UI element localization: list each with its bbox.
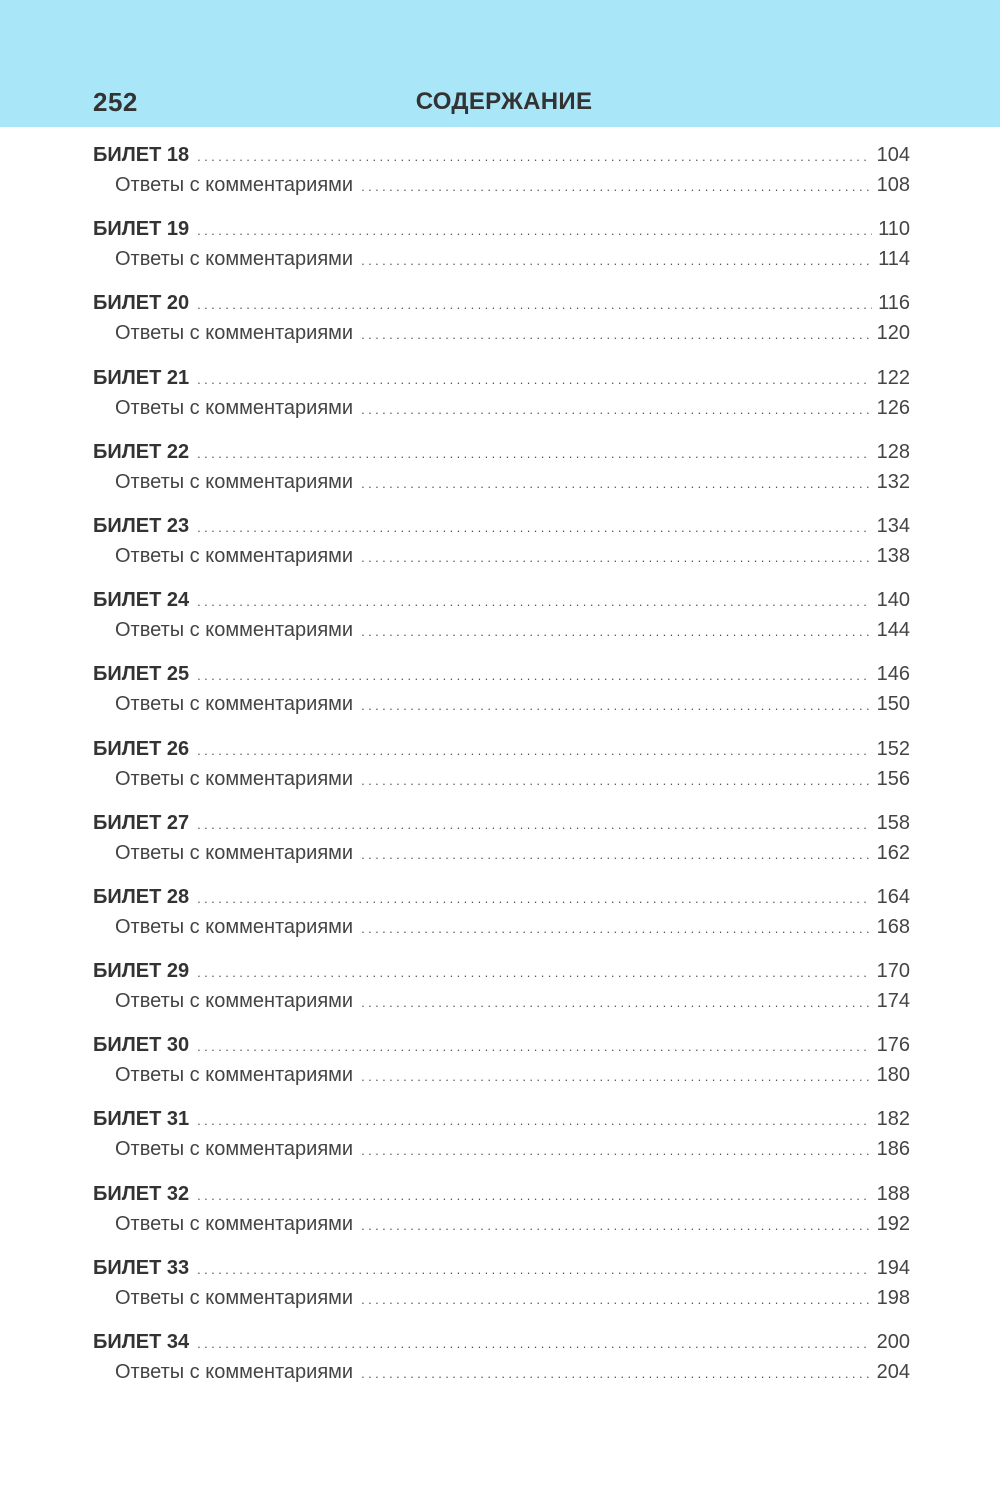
toc-entry-answers-page-number: 156 (876, 767, 910, 790)
toc-entry-answers-page-number: 138 (876, 544, 910, 567)
toc-entry-answers[interactable] (93, 689, 910, 719)
toc-entry-ticket-label: БИЛЕТ 27 (93, 811, 190, 834)
toc-entry-answers[interactable] (93, 764, 910, 794)
toc-entry-ticket-label: БИЛЕТ 22 (93, 440, 190, 463)
toc-entry-answers-label: Ответы с комментариями (115, 544, 354, 567)
dot-leader (197, 958, 870, 988)
toc-entry-ticket-label: БИЛЕТ 20 (93, 292, 190, 315)
toc-entry-answers-label: Ответы с комментариями (115, 619, 354, 642)
toc-entry-ticket-page-number: 122 (876, 366, 910, 389)
dot-leader (197, 661, 870, 691)
toc-entry-answers[interactable] (93, 1209, 910, 1239)
toc-entry-answers-page-number: 174 (876, 990, 910, 1013)
dot-leader (361, 988, 871, 1018)
dot-leader (361, 395, 871, 425)
dot-leader (361, 691, 871, 721)
toc-group (93, 511, 910, 585)
toc-entry-ticket-label: БИЛЕТ 25 (93, 663, 190, 686)
toc-group (93, 1104, 910, 1178)
toc-entry-ticket[interactable] (93, 585, 910, 615)
toc-entry-answers-page-number: 198 (876, 1286, 910, 1309)
toc-entry-ticket-page-number: 110 (878, 218, 910, 241)
toc-group (93, 882, 910, 956)
dot-leader (361, 1359, 871, 1389)
toc-group (93, 363, 910, 437)
toc-entry-answers-page-number: 108 (876, 174, 910, 196)
dot-leader (361, 320, 871, 350)
toc-entry-answers-page-number: 150 (876, 693, 910, 716)
toc-entry-answers-page-number: 204 (876, 1361, 910, 1383)
toc-group (93, 659, 910, 733)
toc-entry-ticket-page-number: 104 (876, 144, 910, 166)
toc-entry-answers-page-number: 132 (876, 470, 910, 493)
toc-group (93, 437, 910, 511)
toc-entry-answers[interactable] (93, 615, 910, 645)
dot-leader (361, 469, 871, 499)
toc-group (93, 1253, 910, 1327)
toc-group (93, 140, 910, 214)
toc-entry-answers-label: Ответы с комментариями (115, 1138, 354, 1161)
toc-entry-answers-page-number: 192 (876, 1212, 910, 1235)
toc-entry-ticket-page-number: 140 (876, 589, 910, 612)
toc-entry-answers-label: Ответы с комментариями (115, 693, 354, 716)
toc-entry-answers-page-number: 186 (876, 1138, 910, 1161)
toc-entry-ticket-page-number: 152 (876, 737, 910, 760)
dot-leader (197, 142, 870, 172)
toc-entry-answers-label: Ответы с комментариями (115, 1361, 354, 1383)
dot-leader (197, 1106, 870, 1136)
toc-entry-ticket[interactable] (93, 808, 910, 838)
dot-leader (197, 513, 870, 543)
toc-entry-answers-page-number: 180 (876, 1064, 910, 1087)
toc-entry-answers-label: Ответы с комментариями (115, 396, 354, 419)
toc-entry-answers[interactable] (93, 393, 910, 423)
dot-leader (361, 172, 871, 202)
toc-entry-answers[interactable] (93, 986, 910, 1016)
toc-entry-answers[interactable] (93, 244, 910, 274)
toc-entry-ticket[interactable] (93, 437, 910, 467)
toc-entry-ticket-label: БИЛЕТ 26 (93, 737, 190, 760)
toc-entry-answers[interactable] (93, 541, 910, 571)
toc-entry-ticket-label: БИЛЕТ 21 (93, 366, 190, 389)
dot-leader (361, 914, 871, 944)
toc-group (93, 288, 910, 362)
dot-leader (361, 617, 871, 647)
toc-entry-answers[interactable] (93, 318, 910, 348)
dot-leader (361, 543, 871, 573)
dot-leader (361, 246, 872, 276)
dot-leader (361, 1136, 871, 1166)
toc-entry-answers[interactable] (93, 838, 910, 868)
toc-entry-ticket-page-number: 128 (876, 440, 910, 463)
toc-entry-answers-label: Ответы с комментариями (115, 990, 354, 1013)
toc-entry-ticket-page-number: 170 (876, 960, 910, 983)
toc-entry-ticket-page-number: 188 (876, 1182, 910, 1205)
toc-entry-ticket-label: БИЛЕТ 31 (93, 1108, 190, 1131)
toc-entry-ticket[interactable] (93, 511, 910, 541)
toc-entry-answers-label: Ответы с комментариями (115, 322, 354, 345)
toc-entry-answers[interactable] (93, 170, 910, 200)
toc-entry-ticket[interactable] (93, 1030, 910, 1060)
page-title: СОДЕРЖАНИЕ (415, 88, 593, 115)
dot-leader (197, 736, 870, 766)
toc-group (93, 1327, 910, 1401)
toc-entry-ticket-page-number: 164 (876, 885, 910, 908)
toc-group (93, 585, 910, 659)
toc-entry-ticket-page-number: 158 (876, 811, 910, 834)
dot-leader (361, 766, 871, 796)
toc-entry-answers-page-number: 168 (876, 915, 910, 938)
toc-entry-answers-label: Ответы с комментариями (115, 248, 354, 271)
toc-entry-ticket-page-number: 200 (876, 1331, 910, 1353)
dot-leader (197, 290, 872, 320)
dot-leader (197, 1181, 870, 1211)
dot-leader (197, 439, 870, 469)
dot-leader (361, 1211, 871, 1241)
toc-group (93, 734, 910, 808)
page-number: 252 (93, 87, 138, 117)
toc-entry-ticket[interactable] (93, 1253, 910, 1283)
toc-entry-answers-page-number: 120 (876, 322, 910, 345)
toc-entry-ticket-label: БИЛЕТ 29 (93, 960, 190, 983)
toc-group (93, 956, 910, 1030)
toc-entry-answers[interactable] (93, 1357, 910, 1387)
dot-leader (197, 1255, 870, 1285)
toc-entry-ticket-page-number: 182 (876, 1108, 910, 1131)
toc-entry-answers-page-number: 144 (876, 619, 910, 642)
toc-entry-answers[interactable] (93, 467, 910, 497)
toc-entry-answers[interactable] (93, 1060, 910, 1090)
toc-entry-ticket-label: БИЛЕТ 19 (93, 218, 190, 241)
toc-entry-answers-label: Ответы с комментариями (115, 767, 354, 790)
toc-entry-ticket[interactable] (93, 140, 910, 170)
toc-entry-ticket-label: БИЛЕТ 33 (93, 1256, 190, 1279)
toc-entry-ticket-label: БИЛЕТ 30 (93, 1034, 190, 1057)
toc-entry-answers[interactable] (93, 912, 910, 942)
dot-leader (197, 587, 870, 617)
toc-entry-answers-label: Ответы с комментариями (115, 841, 354, 864)
toc-entry-ticket-label: БИЛЕТ 28 (93, 885, 190, 908)
toc-group (93, 214, 910, 288)
toc-entry-ticket[interactable] (93, 659, 910, 689)
toc-entry-ticket[interactable] (93, 1327, 910, 1357)
toc-entry-answers-page-number: 162 (876, 841, 910, 864)
dot-leader (197, 1032, 870, 1062)
dot-leader (197, 884, 870, 914)
toc-group (93, 1030, 910, 1104)
toc-group (93, 808, 910, 882)
toc-entry-ticket-page-number: 176 (876, 1034, 910, 1057)
toc-entry-ticket[interactable] (93, 288, 910, 318)
toc-entry-ticket[interactable] (93, 363, 910, 393)
dot-leader (361, 1285, 871, 1315)
toc-entry-ticket[interactable] (93, 882, 910, 912)
toc-entry-ticket-page-number: 116 (878, 292, 910, 315)
dot-leader (197, 810, 870, 840)
dot-leader (197, 216, 872, 246)
toc-entry-answers-label: Ответы с комментариями (115, 1286, 354, 1309)
toc-entry-answers-label: Ответы с комментариями (115, 915, 354, 938)
dot-leader (197, 365, 870, 395)
toc-entry-ticket[interactable] (93, 734, 910, 764)
toc-entry-answers-label: Ответы с комментариями (115, 1212, 354, 1235)
toc-entry-ticket[interactable] (93, 1104, 910, 1134)
toc-entry-ticket-page-number: 134 (876, 514, 910, 537)
dot-leader (361, 1062, 871, 1092)
toc-entry-ticket-page-number: 194 (876, 1256, 910, 1279)
toc-entry-answers-label: Ответы с комментариями (115, 470, 354, 493)
toc-entry-ticket[interactable] (93, 956, 910, 986)
toc-entry-answers[interactable] (93, 1283, 910, 1313)
toc-entry-ticket-page-number: 146 (876, 663, 910, 686)
toc-entry-ticket[interactable] (93, 214, 910, 244)
toc-entry-ticket-label: БИЛЕТ 32 (93, 1182, 190, 1205)
toc-entry-answers-page-number: 126 (876, 396, 910, 419)
toc-group (93, 1179, 910, 1253)
toc-entry-ticket-label: БИЛЕТ 34 (93, 1331, 190, 1353)
toc-entry-ticket-label: БИЛЕТ 24 (93, 589, 190, 612)
toc-entry-ticket[interactable] (93, 1179, 910, 1209)
toc-entry-ticket-label: БИЛЕТ 23 (93, 514, 190, 537)
toc-entry-answers-page-number: 114 (878, 248, 910, 271)
toc-entry-answers-label: Ответы с комментариями (115, 1064, 354, 1087)
table-of-contents (93, 140, 910, 1401)
toc-entry-answers[interactable] (93, 1134, 910, 1164)
toc-entry-answers-label: Ответы с комментариями (115, 174, 354, 196)
dot-leader (197, 1329, 870, 1359)
toc-entry-ticket-label: БИЛЕТ 18 (93, 144, 190, 166)
dot-leader (361, 840, 871, 870)
